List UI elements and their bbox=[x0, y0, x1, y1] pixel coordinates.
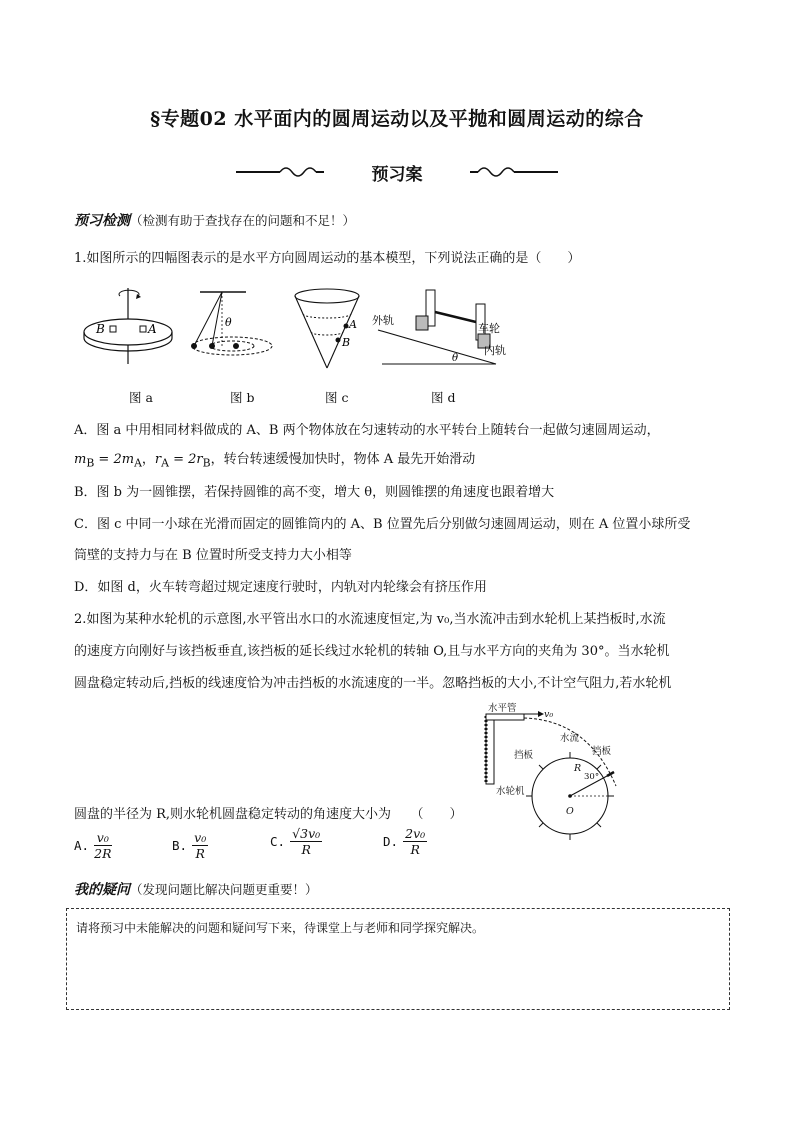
q2-option-c: C. $\frac{\text{√3v₀}}{R}$ bbox=[270, 826, 321, 857]
fig-d-wheel: 车轮 bbox=[478, 322, 500, 335]
fig-b-theta: θ bbox=[225, 316, 232, 329]
fig-a-label-a: A bbox=[148, 322, 157, 336]
q2-line2: 的速度方向刚好与该挡板垂直,该挡板的延长线过水轮机的转轴 O,且与水平方向的夹角为 30°。当水轮机 bbox=[74, 644, 670, 659]
q2-option-d: D. $\frac{\text{2v₀}}{R}$ bbox=[383, 826, 426, 857]
fig-c-label-a: A bbox=[349, 318, 357, 331]
q2-option-b: B. $\frac{\text{v₀}}{R}$ bbox=[172, 830, 207, 861]
fig-a-label-b: B bbox=[96, 322, 105, 336]
q2-option-a: A. $\frac{\text{v₀}}{2R}$ bbox=[74, 830, 112, 861]
page-title: §专题02 水平面内的圆周运动以及平抛和圆周运动的综合 bbox=[150, 108, 644, 130]
q1-option-c-line2: 筒壁的支持力与在 B 位置时所受支持力大小相等 bbox=[74, 548, 352, 563]
q2-fig-angle: 30° bbox=[584, 772, 600, 782]
preview-check-note: （检测有助于查找存在的问题和不足！） bbox=[130, 213, 356, 228]
q2-line3: 圆盘稳定转动后,挡板的线速度恰为冲击挡板的水流速度的一半。忽略挡板的大小,不计空气阻力,若水轮机 bbox=[74, 676, 672, 691]
q2-fig-o: O bbox=[566, 806, 574, 817]
q1-option-d: D．如图 d，火车转弯超过规定速度行驶时，内轨对内轮缘会有挤压作用 bbox=[74, 580, 487, 595]
q2-fig-baffle-left: 挡板 bbox=[514, 750, 534, 761]
fig-d-inner-rail: 内轨 bbox=[484, 344, 506, 357]
preview-check-label: 预习检测 bbox=[74, 213, 130, 229]
section-banner-label: 预习案 bbox=[371, 165, 423, 185]
q2-line1: 2.如图为某种水轮机的示意图,水平管出水口的水流速度恒定,为 v₀,当水流冲击到水轮机上某挡板时,水流 bbox=[74, 612, 666, 627]
q2-fig-turbine-label: 水轮机 bbox=[496, 786, 525, 797]
fig-d-outer-rail: 外轨 bbox=[372, 314, 394, 327]
fig-caption-d: 图 d bbox=[431, 390, 456, 405]
q2-fig-baffle-right: 挡板 bbox=[592, 746, 612, 757]
q1-option-a-line2: $m_B = 2m_A$，$r_A = 2r_B$，转台转速缓慢加快时，物体 A 最先开始滑动 bbox=[74, 452, 476, 470]
q1-figures bbox=[82, 288, 506, 380]
fig-c-label-b: B bbox=[342, 336, 351, 349]
q1-option-a-line1: A．图 a 中用相同材料做成的 A、B 两个物体放在匀速转动的水平转台上随转台一起做匀速圆周运动， bbox=[74, 423, 660, 438]
q2-fig-pipe-label: 水平管 bbox=[488, 703, 517, 714]
fig-caption-a: 图 a bbox=[129, 390, 153, 405]
q1-option-b: B．图 b 为一圆锥摆，若保持圆锥的高不变，增大 θ，则圆锥摆的角速度也跟着增大 bbox=[74, 485, 555, 500]
my-questions-label: 我的疑问 bbox=[74, 882, 130, 898]
fig-caption-b: 图 b bbox=[230, 390, 255, 405]
fig-caption-c: 图 c bbox=[325, 390, 349, 405]
q1-option-c-line1: C．图 c 中同一小球在光滑而固定的圆锥筒内的 A、B 位置先后分别做匀速圆周运动，则在 A 位置小球所受 bbox=[74, 517, 691, 532]
q2-fig-v0: v₀ bbox=[544, 709, 554, 720]
q1-stem: 1.如图所示的四幅图表示的是水平方向圆周运动的基本模型，下列说法正确的是（ ） bbox=[74, 251, 581, 266]
my-questions-heading bbox=[74, 879, 318, 899]
questions-box-prompt: 请将预习中未能解决的问题和疑问写下来，待课堂上与老师和同学探究解决。 bbox=[76, 921, 485, 935]
q2-line4: 圆盘的半径为 R,则水轮机圆盘稳定转动的角速度大小为 （ ） bbox=[74, 807, 463, 822]
q2-fig-water-label: 水流 bbox=[560, 733, 580, 744]
my-questions-note: （发现问题比解决问题更重要！） bbox=[130, 882, 318, 897]
q2-fig-r: R bbox=[574, 763, 582, 774]
fig-d-theta: θ bbox=[452, 353, 459, 364]
preview-check-heading bbox=[74, 210, 355, 230]
